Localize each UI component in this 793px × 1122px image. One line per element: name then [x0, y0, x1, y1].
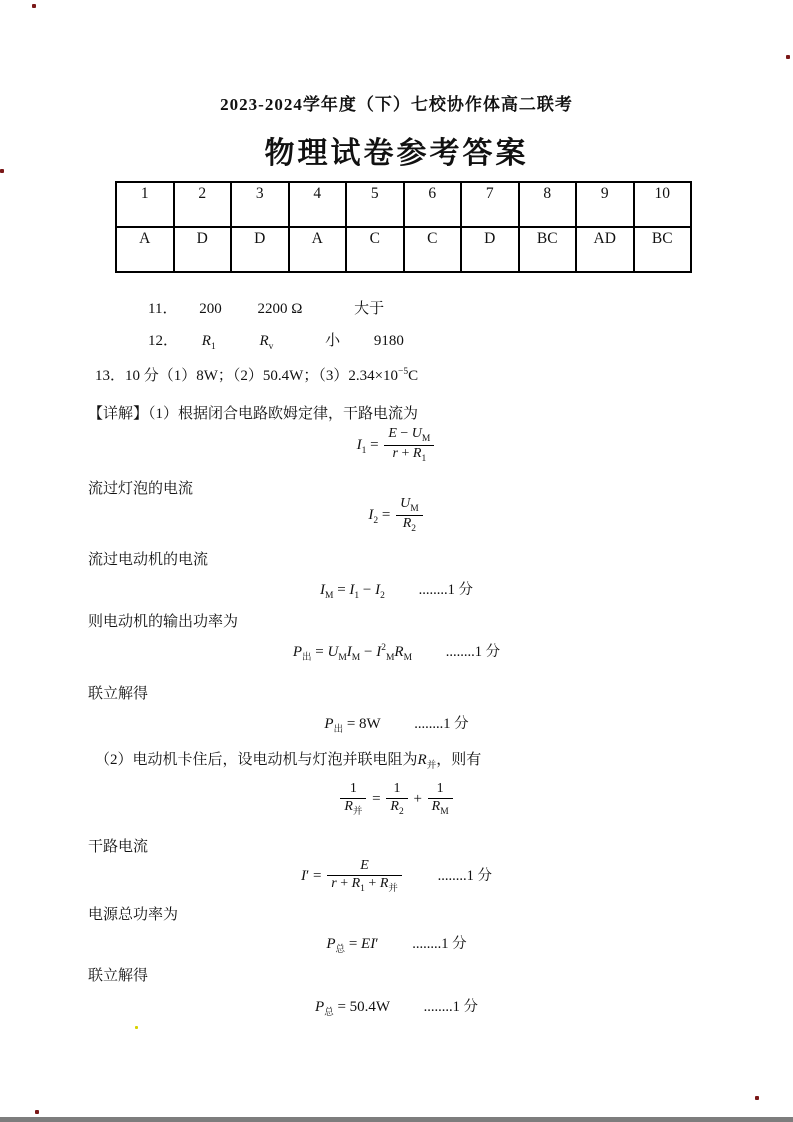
item-12-number: 12． [148, 333, 179, 349]
item-12-answer-4: 9180 [373, 333, 404, 349]
answer-cell: C [346, 227, 404, 272]
solution-intro: 【详解】（1）根据闭合电路欧姆定律，干路电流为 [88, 406, 419, 422]
answer-cell: A [289, 227, 347, 272]
label-total-power: 电源总功率为 [88, 907, 179, 923]
parallel-resistance-symbol: R [417, 752, 427, 768]
equation: $P_出 = 8W$ [324, 716, 381, 735]
label-output-power: 则电动机的输出功率为 [88, 614, 239, 630]
item-11-answer-1: 200 [199, 301, 222, 317]
answer-cell: BC [519, 227, 577, 272]
header-cell: 10 [634, 182, 692, 227]
answer-cell: C [404, 227, 462, 272]
answer-table [115, 181, 692, 273]
scan-artifact-mark [35, 1110, 39, 1114]
formula-total-power-result [0, 995, 793, 1018]
score-mark: ........1 分 [414, 716, 469, 732]
label-solve-2: 联立解得 [88, 968, 149, 984]
header-cell: 8 [519, 182, 577, 227]
scan-artifact-mark [32, 4, 36, 8]
page-title: 物理试卷参考答案 [264, 137, 529, 170]
score-mark: ........1 分 [437, 868, 493, 885]
scan-artifact-mark [755, 1096, 759, 1100]
item-11-number: 11． [148, 301, 178, 317]
formula-motor-current [0, 578, 793, 601]
answer-cell: AD [576, 227, 634, 272]
answer-cell: D [461, 227, 519, 272]
equation: $I_2$ = $\frac{U_M}{R_2}$ [368, 507, 424, 523]
formula-main-current-2 [0, 858, 793, 895]
answer-table-wrap [115, 181, 692, 273]
equation: $I_1$ = $\frac{E - U_M}{r + R_1}$ [357, 437, 437, 453]
score-mark: ........1 分 [412, 936, 467, 952]
equation: $I_M = I_1 - I_2$ [319, 582, 385, 601]
item-12-answer-2: Rv [259, 333, 274, 352]
scan-artifact-mark [135, 1026, 138, 1029]
equation: I′ = $\frac{E}{r + R_1 + R_并}$ [301, 868, 404, 884]
answer-cell: D [174, 227, 232, 272]
answer-cell: A [116, 227, 174, 272]
scan-artifact-mark [786, 55, 790, 59]
header-cell: 5 [346, 182, 404, 227]
formula-main-current-1 [0, 426, 793, 466]
label-lamp-current: 流过灯泡的电流 [88, 481, 194, 497]
label-main-current: 干路电流 [88, 839, 149, 855]
formula-output-result [0, 712, 793, 735]
formula-output-power [0, 640, 793, 663]
part-2-text-before: （2）电动机卡住后，设电动机与灯泡并联电阻为 [95, 752, 418, 768]
exam-session-title: 2023-2024学年度（下）七校协作体高二联考 [220, 95, 573, 114]
item-12 [148, 329, 404, 352]
item-11-answer-2: 2200 Ω [257, 301, 303, 317]
item-11 [148, 297, 384, 318]
header-cell: 2 [174, 182, 232, 227]
header-cell: 1 [116, 182, 174, 227]
scan-artifact-mark [0, 169, 4, 173]
score-mark: ........1 分 [423, 999, 478, 1015]
item-12-answer-1: R1 [201, 333, 216, 352]
item-11-answer-3: 大于 [354, 301, 385, 317]
header-cell: 6 [404, 182, 462, 227]
answer-table-answer-row [116, 227, 691, 272]
formula-total-power [0, 932, 793, 955]
equation: $P_出 = U_MI_M - I^2_MR_M$ [292, 643, 413, 663]
equation: $P_总 = EI'$ [326, 936, 379, 955]
parallel-resistance-subscript: 并 [426, 761, 437, 771]
label-solve-1: 联立解得 [88, 686, 149, 702]
equation: $P_总 = 50.4W$ [315, 999, 390, 1018]
formula-lamp-current [0, 496, 793, 536]
header-cell: 9 [576, 182, 634, 227]
item-13-summary: 13．10 分（1）8W；（2）50.4W；$(3)2.34\times 10^{-5}C$ [95, 367, 419, 384]
answer-cell: D [231, 227, 289, 272]
header-cell: 3 [231, 182, 289, 227]
label-motor-current: 流过电动机的电流 [88, 552, 209, 568]
answer-table-header-row [116, 182, 691, 227]
score-mark: ........1 分 [418, 582, 473, 598]
answer-cell: BC [634, 227, 692, 272]
formula-parallel-resistance [0, 781, 793, 818]
item-12-answer-3: 小 [325, 333, 341, 349]
header-cell: 7 [461, 182, 519, 227]
part-2-intro [95, 748, 481, 771]
window-bottom-edge [0, 1117, 793, 1122]
part-2-text-after: ，则有 [436, 752, 482, 768]
equation: $\frac{1}{R_并}$ = $\frac{1}{R_2}$ + $\frac{1}{R_M}$ [338, 791, 454, 807]
score-mark: ........1 分 [445, 644, 501, 660]
header-cell: 4 [289, 182, 347, 227]
